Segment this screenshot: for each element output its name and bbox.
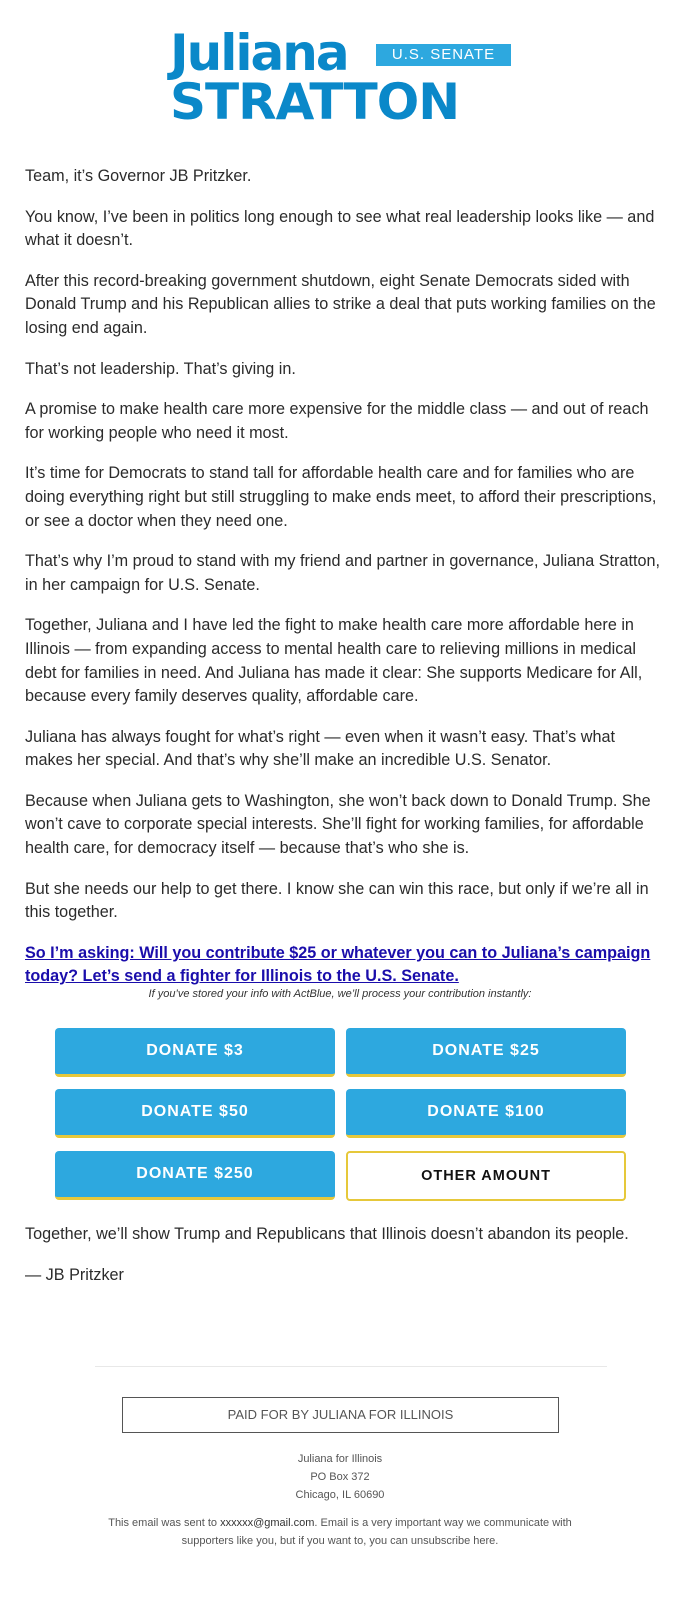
logo-first-name: Juliana	[170, 24, 348, 82]
logo-last-name: STRATTON	[170, 73, 460, 131]
address-org: Juliana for Illinois	[297, 1453, 383, 1465]
body-paragraph: Together, Juliana and I have led the fight to make health care more affordable here in Illinois — from expanding access to mental health care to relieving millions in medical debt for families in need. And Juliana has made it clear: She supports Medicare for All, because every family deserves quality, affordable care.	[25, 616, 643, 706]
other-amount-button[interactable]: OTHER AMOUNT	[346, 1151, 626, 1201]
address-po-box: PO Box 372	[310, 1471, 370, 1483]
actblue-note: If you’ve stored your info with ActBlue, we’ll process your contribution instantly:	[148, 988, 532, 1000]
campaign-logo	[170, 24, 515, 131]
body-paragraph: Juliana has always fought for what’s right — even when it wasn’t easy. That’s what makes her special. And that’s why she’ll make an incredible U.S. Senator.	[25, 727, 615, 770]
footer-divider	[95, 1366, 607, 1367]
closing-line: Together, we’ll show Trump and Republicans that Illinois doesn’t abandon its people.	[25, 1225, 629, 1243]
body-paragraph: After this record-breaking government shutdown, eight Senate Democrats sided with Donald Trump and his Republican allies to strike a deal that puts working families on the losing end again.	[25, 271, 656, 337]
ask-paragraph	[25, 942, 665, 989]
donate-100-button[interactable]: DONATE $100	[346, 1089, 626, 1138]
logo-senate-badge: U.S. SENATE	[376, 44, 511, 66]
signature: — JB Pritzker	[25, 1265, 124, 1284]
contribute-link[interactable]: So I’m asking: Will you contribute $25 or whatever you can to Juliana’s campaign today? Let’s send a fighter for Illinois to the U.S. Senate.	[25, 943, 651, 986]
body-paragraph: That’s not leadership. That’s giving in.	[25, 359, 296, 378]
footer-note-suffix: . Email is a very important way we communicate with supporters like you, but if you want to, you can unsubscribe here.	[181, 1517, 572, 1547]
footer-note	[90, 1514, 590, 1550]
body-paragraph: But she needs our help to get there. I know she can win this race, but only if we’re all in this together.	[25, 879, 649, 922]
body-paragraph: That’s why I’m proud to stand with my friend and partner in governance, Juliana Stratton, in her campaign for U.S. Senate.	[25, 552, 660, 594]
paid-for-disclaimer: PAID FOR BY JULIANA FOR ILLINOIS	[122, 1397, 559, 1433]
body-paragraph: Team, it’s Governor JB Pritzker.	[25, 167, 252, 185]
donate-3-button[interactable]: DONATE $3	[55, 1028, 335, 1077]
donate-250-button[interactable]: DONATE $250	[55, 1151, 335, 1200]
mailing-address	[0, 1450, 680, 1504]
closing-section	[25, 1223, 675, 1304]
recipient-email: xxxxxx@gmail.com	[220, 1517, 315, 1529]
email-body	[25, 165, 665, 989]
address-city: Chicago, IL 60690	[295, 1489, 385, 1501]
body-paragraph: A promise to make health care more expensive for the middle class — and out of reach for working people who need it most.	[25, 400, 649, 442]
donate-25-button[interactable]: DONATE $25	[346, 1028, 626, 1077]
footer-note-prefix: This email was sent to	[108, 1517, 221, 1529]
donate-50-button[interactable]: DONATE $50	[55, 1089, 335, 1138]
body-paragraph: It’s time for Democrats to stand tall for affordable health care and for families who are doing everything right but still struggling to make ends meet, to afford their prescriptions, or see a doctor when they need one.	[25, 464, 657, 530]
body-paragraph: Because when Juliana gets to Washington, she won’t back down to Donald Trump. She won’t cave to corporate special interests. She’ll fight for working families, for affordable health care, for democracy itself — because that’s who she is.	[25, 791, 651, 858]
body-paragraph: You know, I’ve been in politics long enough to see what real leadership looks like — and what it doesn’t.	[25, 207, 655, 250]
